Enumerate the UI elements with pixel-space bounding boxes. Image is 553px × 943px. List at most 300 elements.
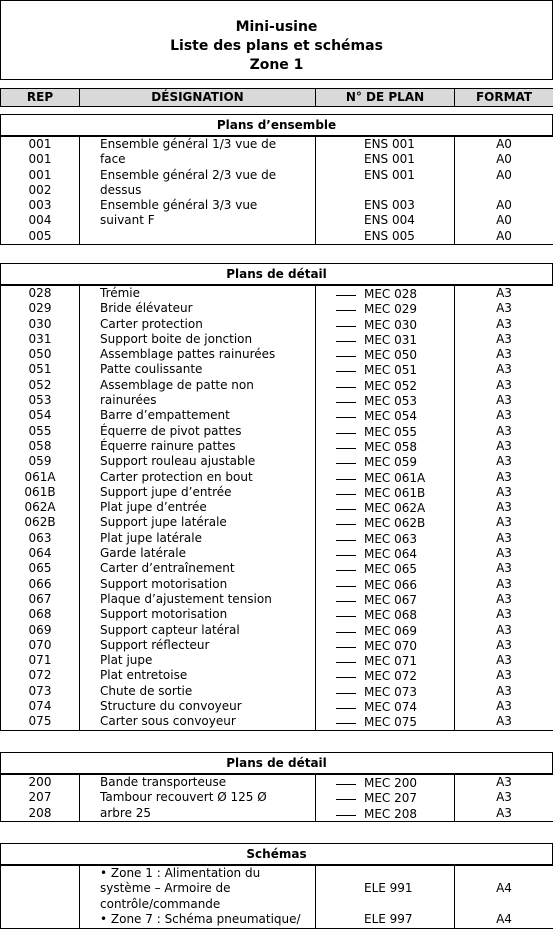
rep-number: [1, 408, 79, 423]
format-value: [455, 577, 553, 592]
fill-line: [336, 623, 356, 633]
plan-number-text: ENS 003: [364, 198, 415, 213]
designation-line-text: Patte coulissante: [100, 362, 203, 377]
plan-number-text: MEC 200: [364, 776, 418, 790]
rep-number-text: 003: [28, 198, 52, 213]
rep-number-text: 001: [28, 167, 52, 182]
designation-line: [80, 137, 315, 152]
format-value-text: A3: [496, 530, 512, 545]
plan-number-text: MEC 065: [364, 562, 418, 577]
rep-number: [1, 168, 79, 183]
format-value: [455, 485, 553, 500]
designation-line: [80, 531, 315, 546]
designation-line-text: Assemblage de patte non: [100, 377, 254, 392]
designation-line-text: Assemblage pattes rainurées: [100, 347, 276, 362]
format-value: [455, 408, 553, 423]
section-schemas-table: [0, 865, 553, 929]
plan-number-text: MEC 073: [364, 684, 418, 699]
format-value: [455, 470, 553, 485]
format-value-text: A3: [496, 377, 512, 392]
plan-number-text: MEC 068: [364, 608, 418, 623]
fill-line: [336, 531, 356, 541]
plan-number-text: MEC 053: [364, 394, 418, 409]
fill-line: [336, 653, 356, 663]
designation-line-text: Ensemble général 1/3 vue de: [100, 137, 277, 151]
designation-line-text: Plaque d’ajustement tension: [100, 591, 272, 606]
designation-line: [80, 638, 315, 653]
rep-number-text: 071: [28, 653, 52, 668]
plan-number: [316, 424, 454, 439]
plan-number: [316, 393, 454, 408]
fill-line: [336, 347, 356, 357]
rep-column: [1, 286, 80, 731]
designation-column: [80, 286, 316, 731]
rep-number-text: 002: [28, 182, 52, 197]
plan-number-text: MEC 052: [364, 378, 418, 393]
rep-number: [1, 152, 79, 167]
rep-number: [1, 470, 79, 485]
rep-number-text: 063: [28, 530, 52, 545]
rep-number-text: 050: [28, 347, 52, 362]
format-value: [455, 168, 553, 183]
designation-line-text: Équerre rainure pattes: [100, 438, 236, 453]
format-value-text: A0: [496, 213, 512, 228]
rep-number-text: 001: [28, 137, 52, 151]
rep-number: [1, 531, 79, 546]
plan-number-text: ENS 005: [364, 228, 415, 243]
plan-number-text: MEC 071: [364, 654, 418, 669]
plan-number-text: MEC 075: [364, 715, 418, 730]
format-value-text: A3: [496, 805, 512, 820]
zone-label: Zone 1: [249, 57, 304, 73]
designation-line-text: Garde latérale: [100, 546, 186, 561]
plan-number: [316, 198, 454, 213]
rep-number: [1, 439, 79, 454]
format-value-text: A3: [496, 347, 512, 362]
rep-number-text: 200: [28, 775, 52, 789]
format-value-text: A3: [496, 438, 512, 453]
plan-number: [316, 684, 454, 699]
format-value: [455, 362, 553, 377]
format-value: [455, 213, 553, 228]
designation-line-text: Ensemble général 3/3 vue: [100, 198, 258, 213]
fill-line: [336, 500, 356, 510]
designation-line-text: Chute de sortie: [100, 683, 193, 698]
rep-number: [1, 485, 79, 500]
rep-number: [1, 229, 79, 244]
designation-line-text: Carter protection: [100, 316, 203, 331]
designation-line-text: Structure du convoyeur: [100, 699, 242, 714]
format-value: [455, 183, 553, 198]
plan-number-text: MEC 031: [364, 332, 418, 347]
col-header-format: FORMAT: [455, 89, 553, 107]
designation-line: [80, 317, 315, 332]
plan-number: [316, 152, 454, 167]
rep-number-text: 072: [28, 668, 52, 683]
format-value: [455, 229, 553, 244]
designation-line-text: Équerre de pivot pattes: [100, 423, 242, 438]
fill-line: [336, 806, 356, 816]
fill-line: [336, 485, 356, 495]
format-value-text: A3: [496, 668, 512, 683]
format-value: [455, 714, 553, 729]
rep-column: [1, 866, 80, 929]
designation-column: [80, 775, 316, 822]
format-value: [455, 286, 553, 301]
plan-number-text: MEC 055: [364, 424, 418, 439]
designation-line: [80, 485, 315, 500]
rep-number-text: 061A: [24, 469, 56, 484]
fill-line: [336, 577, 356, 587]
designation-line: [80, 592, 315, 607]
designation-line-text: Plat jupe latérale: [100, 530, 202, 545]
format-value-text: A3: [496, 408, 512, 423]
format-value: [455, 152, 553, 167]
plan-number-text: MEC 064: [364, 547, 418, 562]
designation-line-text: Support jupe latérale: [100, 515, 227, 530]
designation-line-text: Bride élévateur: [100, 301, 193, 316]
plan-number: [316, 408, 454, 423]
format-value-text: A3: [496, 607, 512, 622]
rep-number-text: 075: [28, 714, 52, 729]
rep-number: [1, 362, 79, 377]
section-title-schemas: Schémas: [0, 843, 553, 865]
plan-number: [316, 561, 454, 576]
format-value-text: A3: [496, 714, 512, 729]
rep-number-text: 073: [28, 683, 52, 698]
plan-number: [316, 775, 454, 790]
plan-number-text: MEC 058: [364, 439, 418, 454]
document-subtitle: Liste des plans et schémas: [170, 38, 383, 54]
designation-line-text: système – Armoire de: [100, 881, 231, 896]
format-column: [455, 137, 553, 245]
rep-number: [1, 332, 79, 347]
format-value-text: A3: [496, 454, 512, 469]
format-value: [455, 439, 553, 454]
designation-line: [80, 454, 315, 469]
designation-line: [80, 699, 315, 714]
designation-line: [80, 607, 315, 622]
plan-number-text: MEC 074: [364, 700, 418, 715]
format-value-text: A0: [496, 228, 512, 243]
plan-number: [316, 546, 454, 561]
rep-number: [1, 775, 79, 790]
format-value-text: A3: [496, 546, 512, 561]
designation-line-text: rainurées: [100, 393, 157, 408]
rep-number: [1, 424, 79, 439]
plan-number-text: ELE 997: [364, 911, 413, 926]
col-header-plan: N° DE PLAN: [316, 89, 455, 107]
rep-number: [1, 561, 79, 576]
format-value: [455, 790, 553, 805]
fill-line: [336, 424, 356, 434]
rep-number-text: 068: [28, 607, 52, 622]
rep-number-text: 051: [28, 362, 52, 377]
rep-number-text: 005: [28, 228, 52, 243]
format-value: [455, 500, 553, 515]
rep-number: [1, 500, 79, 515]
designation-line-text: Support rouleau ajustable: [100, 454, 256, 469]
designation-line-text: Trémie: [100, 286, 141, 300]
plan-number: [316, 881, 454, 896]
plan-number: [316, 897, 454, 912]
rep-number: [1, 393, 79, 408]
plan-number: [316, 301, 454, 316]
format-value-text: A3: [496, 393, 512, 408]
designation-line-text: face: [100, 152, 126, 167]
rep-number-text: 058: [28, 438, 52, 453]
plan-number: [316, 714, 454, 729]
rep-number-text: 066: [28, 576, 52, 591]
plan-number: [316, 454, 454, 469]
rep-number-text: 001: [28, 152, 52, 167]
rep-number-text: 062B: [24, 515, 56, 530]
designation-line: [80, 183, 315, 198]
fill-line: [336, 454, 356, 464]
fill-line: [336, 775, 356, 785]
fill-line: [336, 301, 356, 311]
format-value: [455, 607, 553, 622]
designation-line: [80, 168, 315, 183]
designation-line: [80, 470, 315, 485]
format-value-text: A4: [496, 881, 512, 896]
rep-number: [1, 198, 79, 213]
plan-number-text: MEC 054: [364, 409, 418, 424]
designation-line: [100, 897, 315, 912]
format-value: [455, 454, 553, 469]
plan-number-text: MEC 063: [364, 531, 418, 546]
designation-line: [80, 408, 315, 423]
format-value: [455, 912, 553, 927]
format-column: [455, 286, 553, 731]
plan-number: [316, 806, 454, 821]
rep-number: [1, 577, 79, 592]
plan-number: [316, 699, 454, 714]
designation-line: [80, 500, 315, 515]
rep-number-text: 031: [28, 331, 52, 346]
rep-number: [1, 347, 79, 362]
plan-number: [316, 623, 454, 638]
rep-number-text: 074: [28, 699, 52, 714]
plan-number: [316, 183, 454, 198]
format-value: [455, 699, 553, 714]
rep-number-text: 055: [28, 423, 52, 438]
column-header-row: [0, 88, 553, 107]
plan-number-text: ENS 004: [364, 213, 415, 228]
designation-line: [80, 393, 315, 408]
designation-line: [80, 439, 315, 454]
fill-line: [336, 470, 356, 480]
plan-number-text: ENS 001: [364, 152, 415, 167]
designation-line: [80, 378, 315, 393]
format-value: [455, 137, 553, 152]
rep-number-text: 062A: [24, 500, 56, 515]
section-ensemble-table: [0, 136, 553, 245]
format-value: [455, 347, 553, 362]
plan-number: [316, 485, 454, 500]
section-title-ensemble: Plans d’ensemble: [0, 114, 553, 136]
rep-number-text: 061B: [24, 484, 56, 499]
plan-number: [316, 347, 454, 362]
plan-number: [316, 592, 454, 607]
plan-number: [316, 515, 454, 530]
plan-number-column: [316, 286, 455, 731]
designation-line: [80, 714, 315, 729]
section-detail-table: [0, 285, 553, 731]
rep-number: [1, 213, 79, 228]
format-value-text: A3: [496, 484, 512, 499]
plan-number-text: MEC 066: [364, 577, 418, 592]
designation-line: [80, 213, 315, 228]
plan-number-text: MEC 029: [364, 302, 418, 317]
format-value: [455, 897, 553, 912]
designation-line: [80, 332, 315, 347]
format-value-text: A3: [496, 286, 512, 300]
designation-line: [80, 229, 315, 244]
rep-number-text: 054: [28, 408, 52, 423]
plan-number: [316, 638, 454, 653]
designation-line-text: Plat jupe d’entrée: [100, 500, 207, 515]
rep-number: [1, 301, 79, 316]
rep-number-text: 064: [28, 546, 52, 561]
plan-number: [316, 168, 454, 183]
designation-line-text: • Zone 1 : Alimentation du: [100, 866, 261, 880]
fill-line: [336, 668, 356, 678]
designation-line-text: Support jupe d’entrée: [100, 484, 232, 499]
rep-number-text: 070: [28, 637, 52, 652]
fill-line: [336, 546, 356, 556]
fill-line: [336, 378, 356, 388]
plan-number: [316, 362, 454, 377]
rep-number-text: 029: [28, 301, 52, 316]
rep-number: [1, 623, 79, 638]
designation-line-text: Barre d’empattement: [100, 408, 230, 423]
plan-number: [316, 137, 454, 152]
plan-number: [316, 912, 454, 927]
plan-number: [316, 607, 454, 622]
fill-line: [336, 439, 356, 449]
fill-line: [336, 317, 356, 327]
format-value: [455, 866, 553, 881]
designation-line: [100, 866, 315, 881]
format-value: [455, 775, 553, 790]
plan-number-text: MEC 069: [364, 623, 418, 638]
plan-number-text: MEC 070: [364, 638, 418, 653]
fill-line: [336, 714, 356, 724]
designation-line: [80, 347, 315, 362]
format-value-text: A4: [496, 911, 512, 926]
designation-line: [80, 286, 315, 301]
designation-line: [80, 362, 315, 377]
designation-line-text: Support réflecteur: [100, 637, 210, 652]
format-value-text: A0: [496, 198, 512, 213]
format-value: [455, 393, 553, 408]
designation-line: [80, 806, 315, 821]
rep-number: [1, 806, 79, 821]
plan-number: [316, 531, 454, 546]
format-value-text: A0: [496, 152, 512, 167]
plan-number-text: MEC 208: [364, 806, 418, 821]
plan-number-text: MEC 051: [364, 363, 418, 378]
fill-line: [336, 699, 356, 709]
fill-line: [336, 561, 356, 571]
plan-number: [316, 213, 454, 228]
format-value-text: A3: [496, 500, 512, 515]
rep-number: [1, 317, 79, 332]
format-value: [455, 515, 553, 530]
format-value-text: A3: [496, 699, 512, 714]
format-value-text: A3: [496, 576, 512, 591]
plan-number-text: MEC 062A: [364, 501, 426, 516]
format-value: [455, 531, 553, 546]
rep-number-text: 069: [28, 622, 52, 637]
rep-column: [1, 775, 80, 822]
designation-line-text: Plat entretoise: [100, 668, 188, 683]
format-column: [455, 775, 553, 822]
rep-number-text: 053: [28, 393, 52, 408]
rep-number-text: 004: [28, 213, 52, 228]
plan-number-column: [316, 775, 455, 822]
plan-number: [316, 668, 454, 683]
format-value-text: A3: [496, 423, 512, 438]
plan-number: [316, 790, 454, 805]
format-value-text: A3: [496, 469, 512, 484]
rep-number-text: 207: [28, 790, 52, 805]
designation-line-text: Carter sous convoyeur: [100, 714, 236, 729]
fill-line: [336, 684, 356, 694]
section-title-detail: Plans de détail: [0, 263, 553, 285]
designation-line-text: • Zone 7 : Schéma pneumatique/: [100, 911, 301, 926]
fill-line: [336, 638, 356, 648]
plan-number-text: MEC 072: [364, 669, 418, 684]
plan-number-text: MEC 059: [364, 455, 418, 470]
designation-line: [80, 653, 315, 668]
designation-line: [80, 301, 315, 316]
rep-number-text: 067: [28, 591, 52, 606]
format-value: [455, 332, 553, 347]
plan-number: [316, 866, 454, 881]
format-value: [455, 881, 553, 896]
format-value: [455, 638, 553, 653]
rep-number: [1, 790, 79, 805]
fill-line: [336, 332, 356, 342]
format-value-text: A3: [496, 653, 512, 668]
designation-line: [80, 623, 315, 638]
designation-line-text: dessus: [100, 182, 142, 197]
rep-number-text: 059: [28, 454, 52, 469]
designation-line: [100, 881, 315, 896]
plan-number: [316, 577, 454, 592]
designation-line-text: Tambour recouvert Ø 125 Ø: [100, 790, 267, 805]
format-column: [455, 866, 553, 929]
designation-line: [100, 912, 315, 927]
designation-line: [80, 668, 315, 683]
format-value-text: A3: [496, 622, 512, 637]
rep-number-text: 065: [28, 561, 52, 576]
fill-line: [336, 515, 356, 525]
format-value: [455, 424, 553, 439]
format-value-text: A3: [496, 591, 512, 606]
rep-number: [1, 668, 79, 683]
rep-number: [1, 592, 79, 607]
rep-number-text: 208: [28, 805, 52, 820]
fill-line: [336, 362, 356, 372]
rep-number: [1, 699, 79, 714]
designation-line-text: Support motorisation: [100, 607, 228, 622]
fill-line: [336, 393, 356, 403]
designation-line: [80, 198, 315, 213]
designation-line-text: Support boite de jonction: [100, 331, 253, 346]
